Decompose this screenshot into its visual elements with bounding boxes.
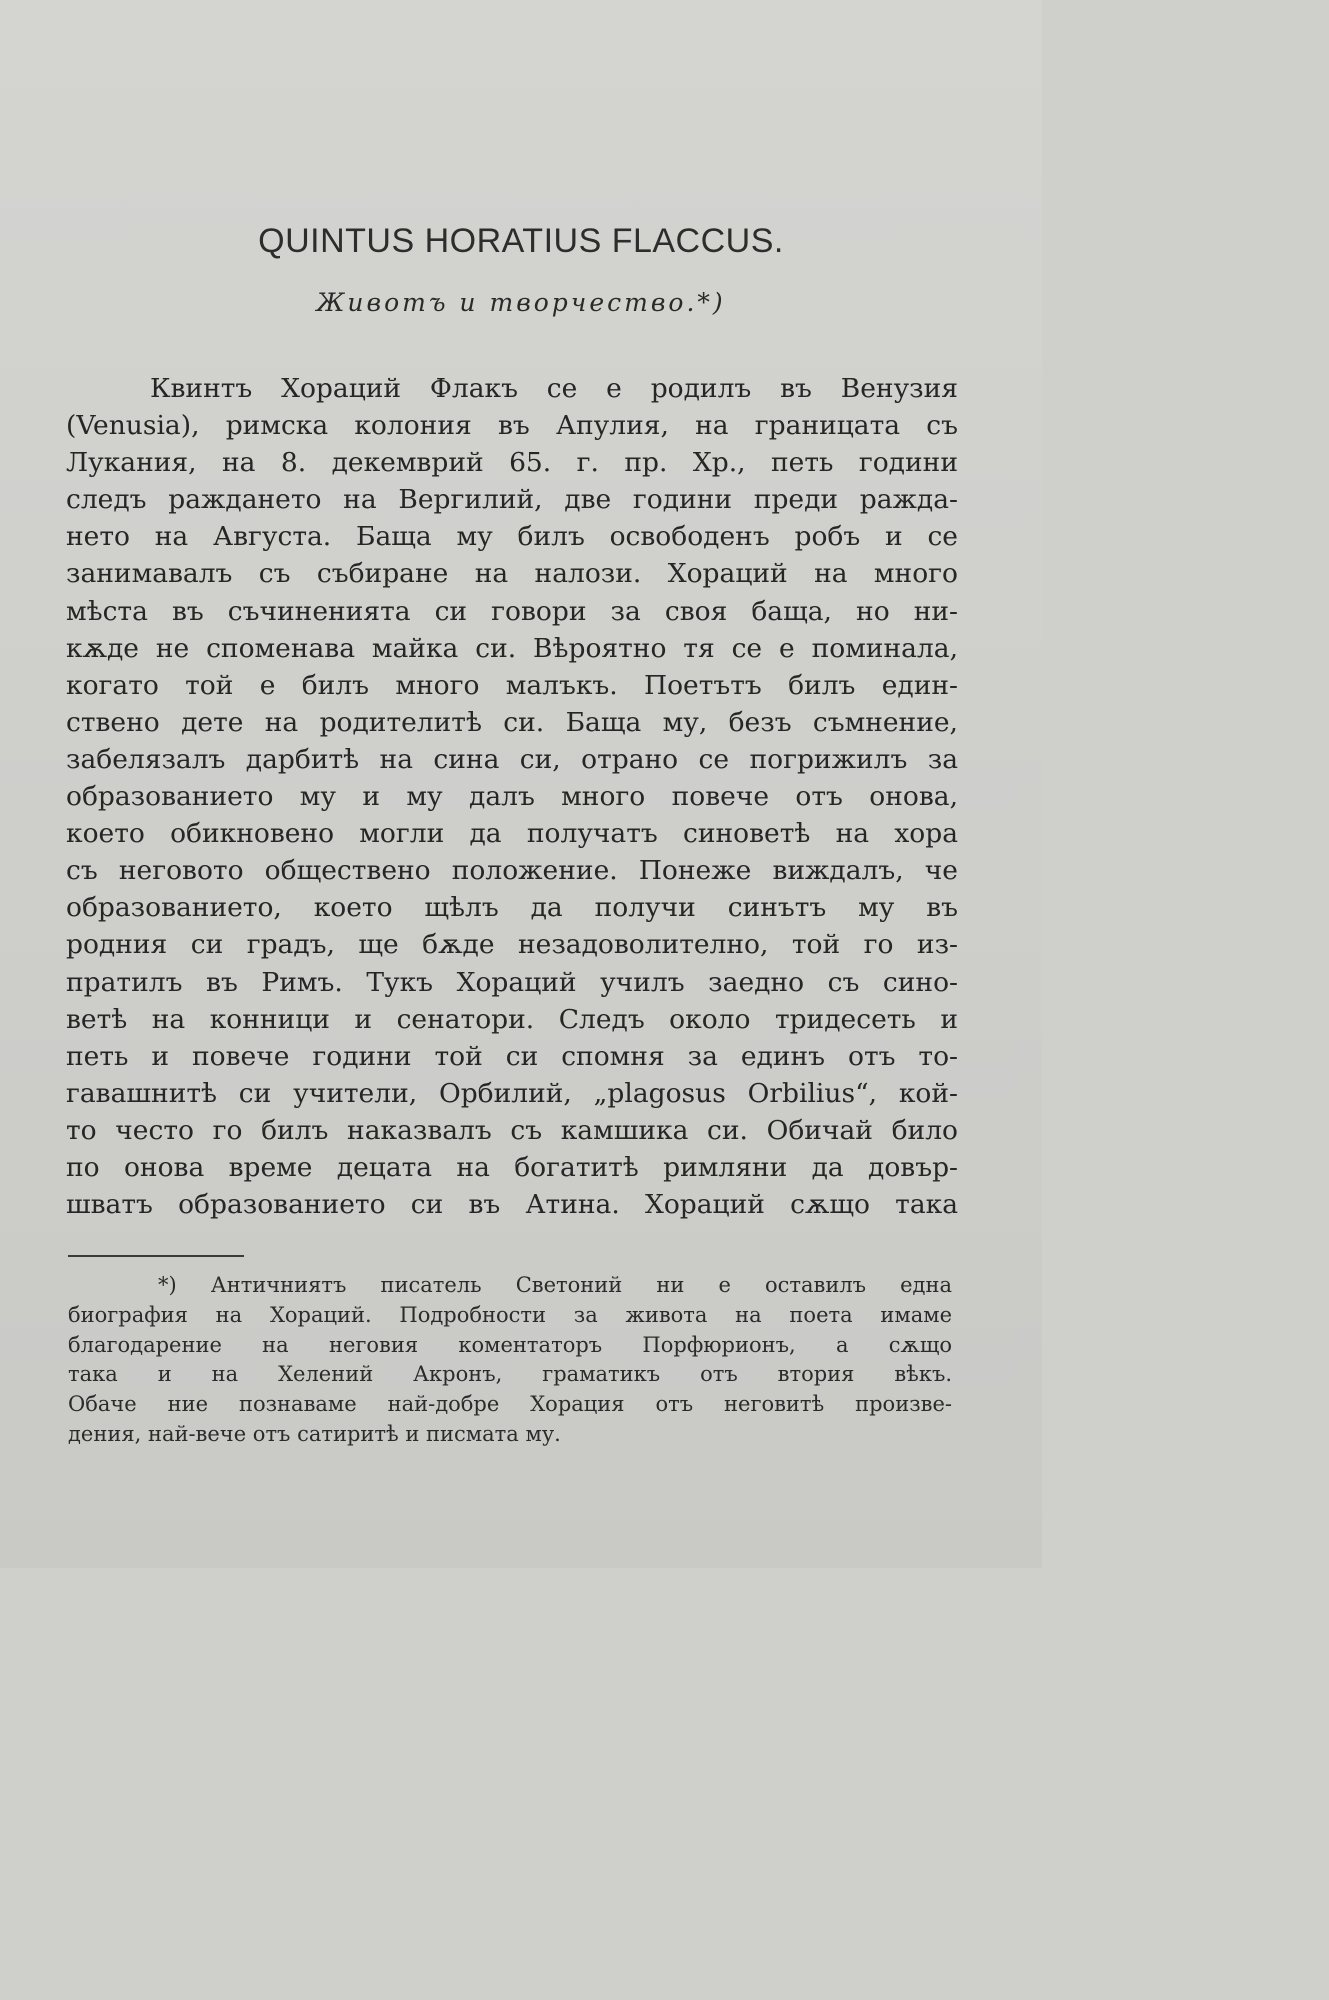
footnote-line: благодарение на неговия коментаторъ Порфюрионъ, а сѫщо (68, 1332, 952, 1357)
body-line: Лукания, на 8. декемврий 65. г. пр. Хр., петь години (66, 447, 958, 479)
body-line: Квинтъ Хораций Флакъ се е родилъ въ Венузия (150, 373, 958, 404)
footnote-line: Обаче ние познаваме най-добре Хорация отъ неговитѣ произве- (68, 1392, 952, 1417)
body-line: то често го билъ наказвалъ съ камшика си. Обичай било (66, 1114, 958, 1146)
body-text (66, 370, 958, 1223)
body-line: (Venusia), римска колония въ Апулия, на границата съ (66, 410, 958, 442)
body-line: шватъ образованието си въ Атина. Хораций сѫщо така (66, 1189, 958, 1221)
body-line: следъ раждането на Вергилий, две години преди ражда- (66, 484, 958, 516)
body-line: по онова време децата на богатитѣ римляни да довър- (66, 1151, 958, 1183)
footnote-line: дения, най-вече отъ сатиритѣ и писмата му. (68, 1421, 561, 1446)
body-line: петь и повече години той си спомня за единъ отъ то- (66, 1040, 958, 1072)
body-line: образованието му и му далъ много повече отъ онова, (66, 781, 958, 813)
footnote (68, 1271, 952, 1450)
page-subtitle: Животъ и творчество.*) (316, 288, 726, 317)
footnote-line: *) Античниятъ писатель Светоний ни е оставилъ една (158, 1273, 952, 1297)
body-line: което обикновено могли да получатъ синоветѣ на хора (66, 818, 958, 850)
body-line: когато той е билъ много малъкъ. Поетътъ билъ един- (66, 669, 958, 701)
body-line: ствено дете на родителитѣ си. Баща му, безъ съмнение, (66, 706, 958, 738)
footnote-line: биография на Хораций. Подробности за живота на поета имаме (68, 1302, 952, 1327)
body-line: родния си градъ, ще бѫде незадоволително, той го из- (66, 929, 958, 961)
footnote-line: така и на Хелений Акронъ, граматикъ отъ втория вѣкъ. (68, 1362, 952, 1387)
body-line: гавашнитѣ си учители, Орбилий, „plagosus Orbilius“, кой- (66, 1077, 958, 1109)
body-line: пратилъ въ Римъ. Тукъ Хораций училъ заедно съ сино- (66, 966, 958, 998)
page-title: QUINTUS HORATIUS FLACCUS. (258, 222, 784, 260)
footnote-separator (68, 1255, 244, 1257)
body-line: мѣста въ съчиненията си говори за своя баща, но ни- (66, 595, 958, 627)
body-line: съ неговото обществено положение. Понеже виждалъ, че (66, 855, 958, 887)
body-line: забелязалъ дарбитѣ на сина си, отрано се погрижилъ за (66, 743, 958, 775)
body-line: образованието, което щѣлъ да получи синътъ му въ (66, 892, 958, 924)
body-line: нето на Августа. Баща му билъ освободенъ робъ и се (66, 521, 958, 553)
body-line: кѫде не споменава майка си. Вѣроятно тя се е поминала, (66, 632, 958, 664)
body-line: занимавалъ съ събиране на налози. Хораций на много (66, 558, 958, 590)
body-line: ветѣ на конници и сенатори. Следъ около тридесеть и (66, 1003, 958, 1035)
